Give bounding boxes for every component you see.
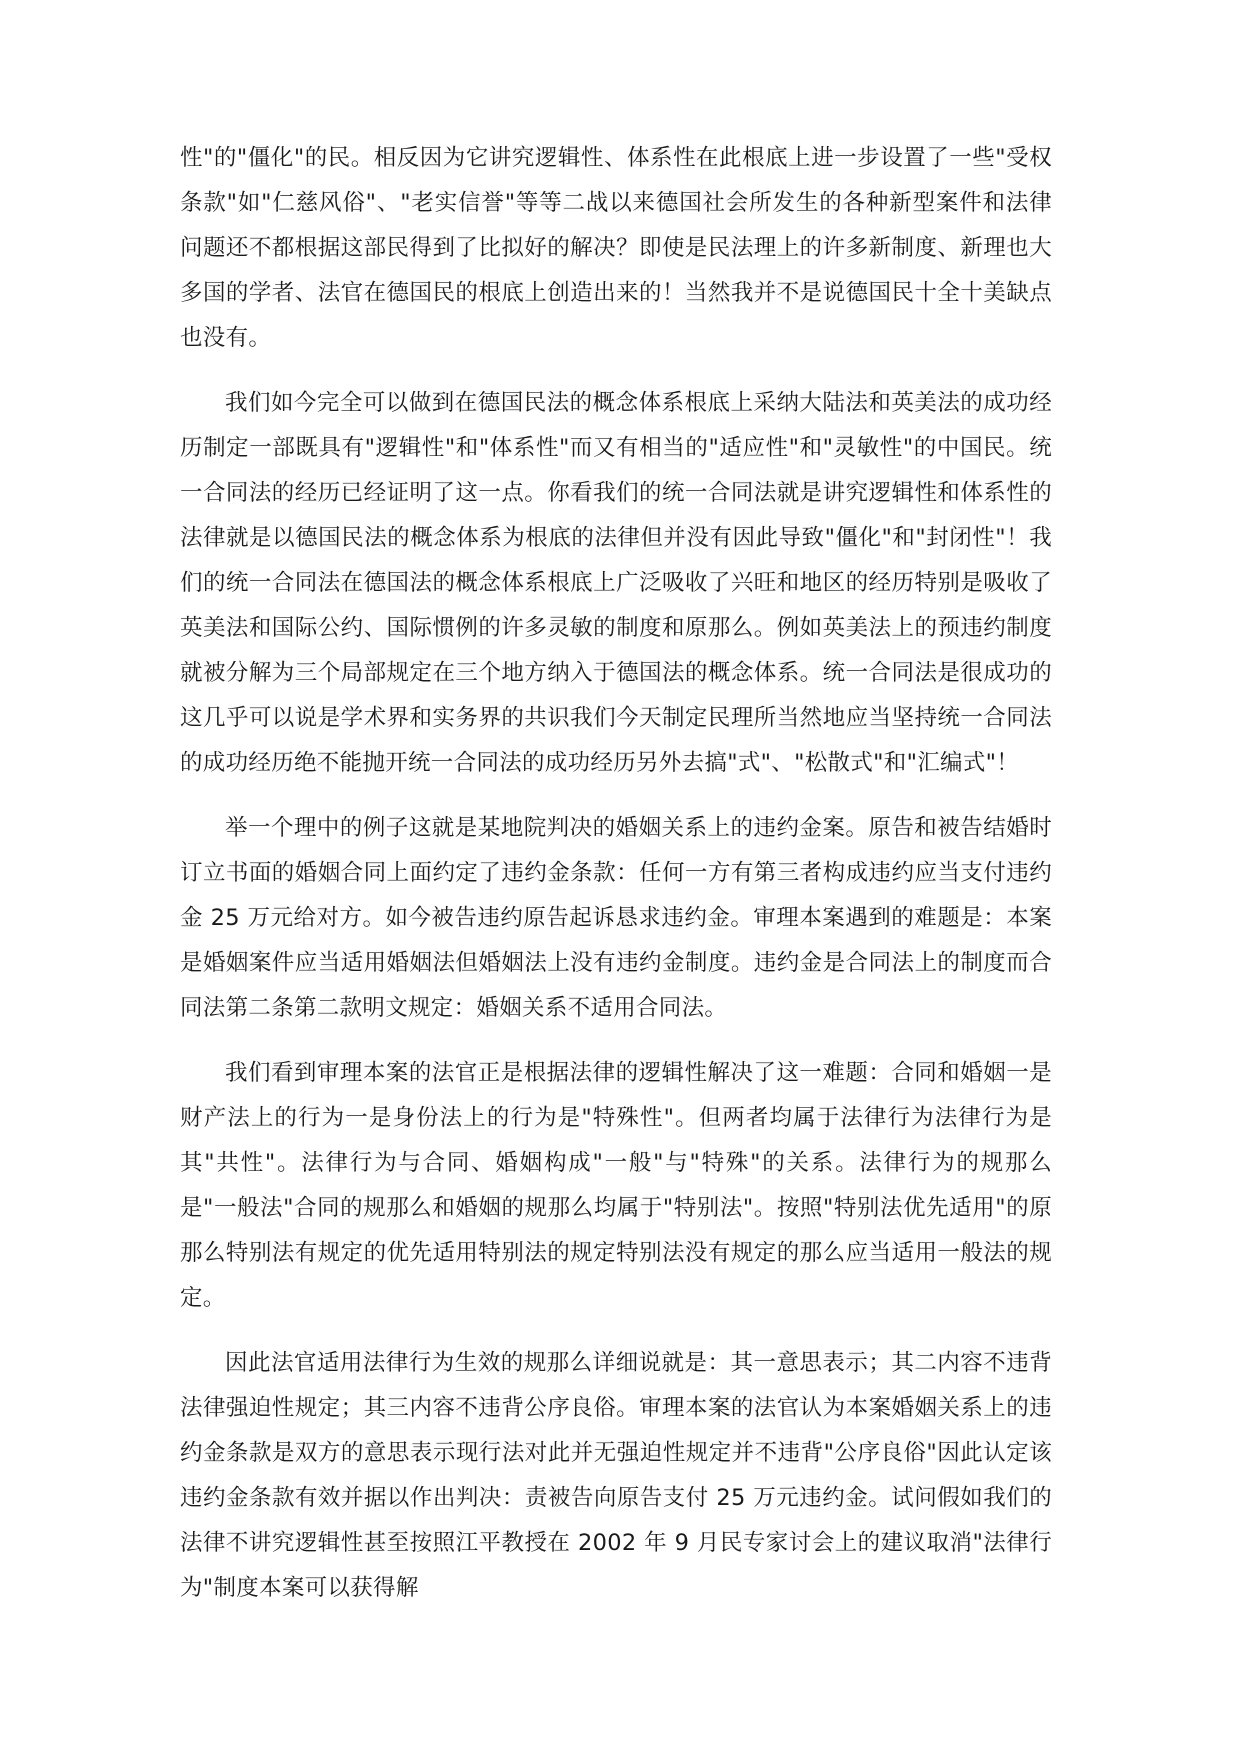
paragraph-1: 性"的"僵化"的民。相反因为它讲究逻辑性、体系性在此根底上进一步设置了一些"受权条款"如"仁慈风俗"、"老实信誉"等等二战以来德国社会所发生的各种新型案件和法律问题还不都根据这部民得到了比拟好的解决？即使是民法理上的许多新制度、新理也大多国的学者、法官在德国民的根底上创造出来的！当然我并不是说德国民十全十美缺点也没有。 (180, 145, 1052, 351)
paragraph-2: 我们如今完全可以做到在德国民法的概念体系根底上采纳大陆法和英美法的成功经历制定一部既具有"逻辑性"和"体系性"而又有相当的"适应性"和"灵敏性"的中国民。统一合同法的经历已经证明了这一点。你看我们的统一合同法就是讲究逻辑性和体系性的法律就是以德国民法的概念体系为根底的法律但并没有因此导致"僵化"和"封闭性"！我们的统一合同法在德国法的概念体系根底上广泛吸收了兴旺和地区的经历特别是吸收了英美法和国际公约、国际惯例的许多灵敏的制度和原那么。例如英美法上的预违约制度就被分解为三个局部规定在三个地方纳入于德国法的概念体系。统一合同法是很成功的这几乎可以说是学术界和实务界的共识我们今天制定民理所当然地应当坚持统一合同法的成功经历绝不能抛开统一合同法的成功经历另外去搞"式"、"松散式"和"汇编式"！ (180, 390, 1052, 776)
paragraph-3: 举一个理中的例子这就是某地院判决的婚姻关系上的违约金案。原告和被告结婚时订立书面的婚姻合同上面约定了违约金条款：任何一方有第三者构成违约应当支付违约金 25 万元给对方。如今被告违约原告起诉恳求违约金。审理本案遇到的难题是：本案是婚姻案件应当适用婚姻法但婚姻法上没有违约金制度。违约金是合同法上的制度而合同法第二条第二款明文规定：婚姻关系不适用合同法。 (180, 815, 1052, 1021)
document-page (180, 120, 1052, 1631)
paragraph-4: 我们看到审理本案的法官正是根据法律的逻辑性解决了这一难题：合同和婚姻一是财产法上的行为一是身份法上的行为是"特殊性"。但两者均属于法律行为法律行为是其"共性"。法律行为与合同、婚姻构成"一般"与"特殊"的关系。法律行为的规那么是"一般法"合同的规那么和婚姻的规那么均属于"特别法"。按照"特别法优先适用"的原那么特别法有规定的优先适用特别法的规定特别法没有规定的那么应当适用一般法的规定。 (180, 1060, 1052, 1311)
paragraph-5: 因此法官适用法律行为生效的规那么详细说就是：其一意思表示；其二内容不违背法律强迫性规定；其三内容不违背公序良俗。审理本案的法官认为本案婚姻关系上的违约金条款是双方的意思表示现行法对此并无强迫性规定并不违背"公序良俗"因此认定该违约金条款有效并据以作出判决：责被告向原告支付 25 万元违约金。试问假如我们的法律不讲究逻辑性甚至按照江平教授在 2002 年 9 月民专家讨会上的建议取消"法律行为"制度本案可以获得解 (180, 1350, 1052, 1601)
